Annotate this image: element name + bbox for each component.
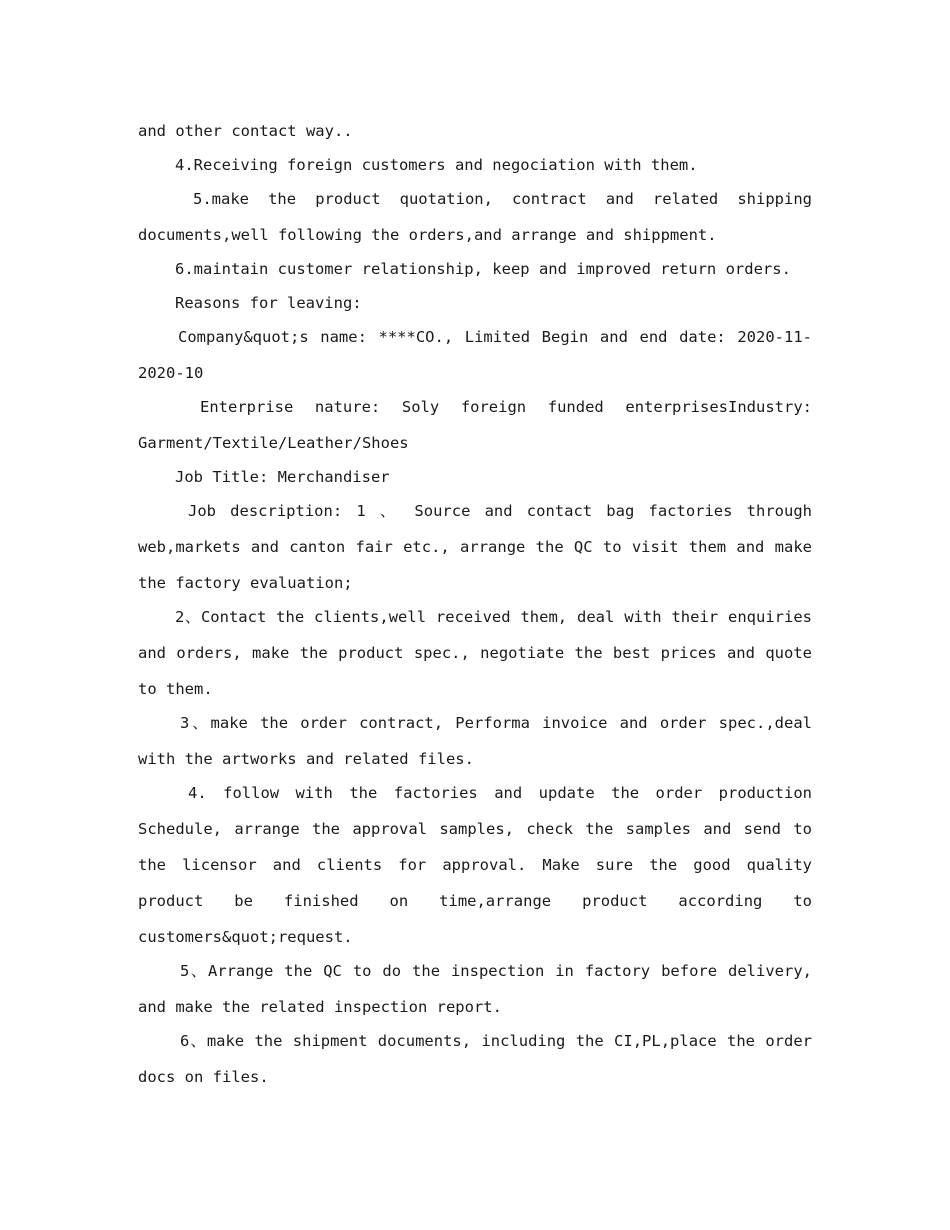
paragraph-job-description: Job description: 1 、 Source and contact bag factories through web,markets and canton fair etc., arrange the QC to visit them and make the factory evaluation; bbox=[138, 502, 812, 592]
paragraph-task-3: 3、make the order contract, Performa invoice and order spec.,deal with the artworks and related files. bbox=[138, 714, 812, 768]
document-body bbox=[138, 113, 812, 1095]
paragraph-task-5: 5、Arrange the QC to do the inspection in factory before delivery, and make the related inspection report. bbox=[138, 962, 812, 1016]
paragraph-reasons-leaving: Reasons for leaving: bbox=[175, 294, 362, 312]
paragraph-job-title: Job Title: Merchandiser bbox=[175, 468, 390, 486]
paragraph-task-2: 2、Contact the clients,well received them, deal with their enquiries and orders, make the product spec., negotiate the best prices and quote to them. bbox=[138, 608, 812, 698]
paragraph-task-4: 4. follow with the factories and update the order production Schedule, arrange the approval samples, check the samples and send to the licensor and clients for approval. Make sure the good quality product be finished on time,arrange product according to customers&quot;request. bbox=[138, 784, 812, 946]
paragraph-company-name: Company&quot;s name: ****CO., Limited Begin and end date: 2020-11-2020-10 bbox=[138, 328, 812, 382]
paragraph-contact-way: and other contact way.. bbox=[138, 122, 353, 140]
paragraph-enterprise-nature: Enterprise nature: Soly foreign funded enterprisesIndustry: Garment/Textile/Leather/Shoes bbox=[138, 398, 812, 452]
paragraph-duty-4: 4.Receiving foreign customers and negociation with them. bbox=[175, 156, 698, 174]
paragraph-duty-6: 6.maintain customer relationship, keep and improved return orders. bbox=[175, 260, 791, 278]
paragraph-task-6: 6、make the shipment documents, including the CI,PL,place the order docs on files. bbox=[138, 1032, 812, 1086]
paragraph-duty-5: 5.make the product quotation, contract and related shipping documents,well following the orders,and arrange and shippment. bbox=[138, 190, 812, 244]
